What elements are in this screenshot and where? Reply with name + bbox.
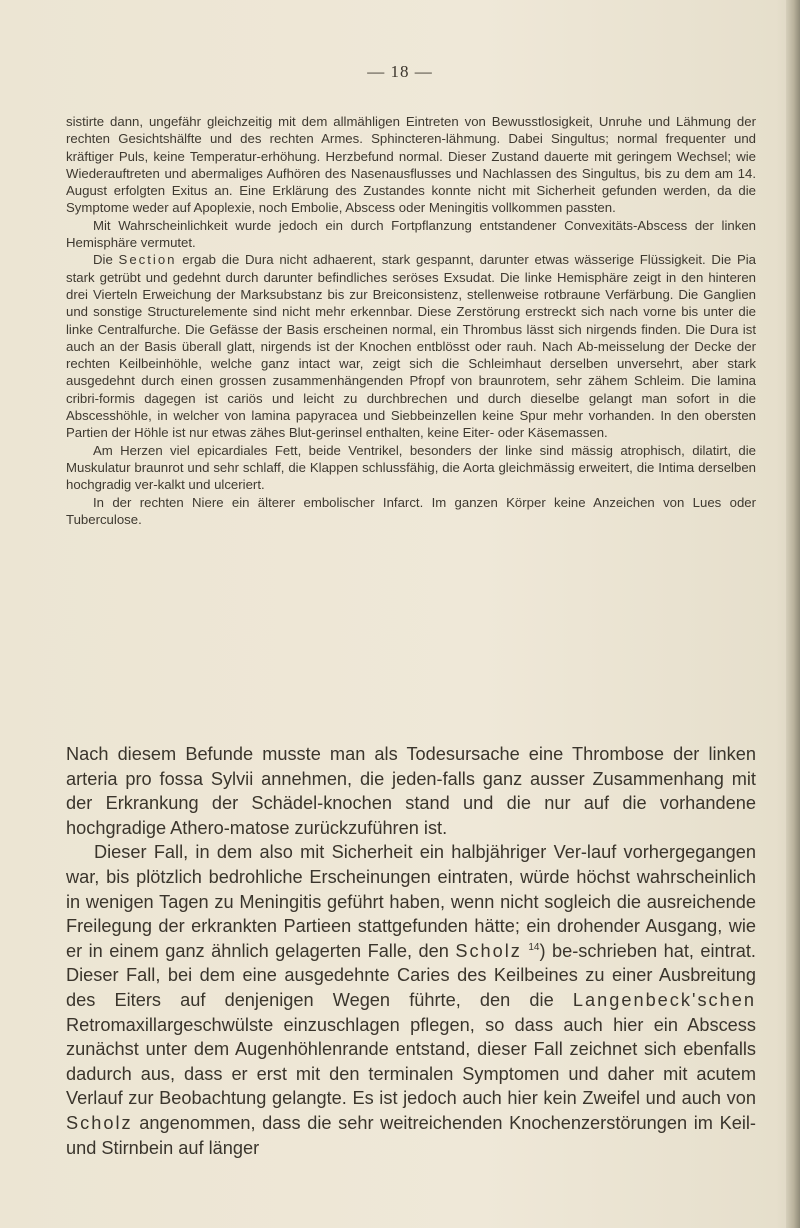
paragraph-cause-of-death: Nach diesem Befunde musste man als Todesursache eine Thrombose der linken arteria pro fossa Sylvii annehmen, die jeden-falls ganz ausser Zusammenhang mit der Erkrankung der Schädel-knochen stand und die nur auf die vorhandene hochgradige Athero-matose zurückzuführen ist. <box>66 744 756 838</box>
page-edge-shadow <box>786 0 800 1228</box>
paragraph-clinical-course: sistirte dann, ungefähr gleichzeitig mit dem allmähligen Eintreten von Bewusstlosigkeit, Unruhe und Lähmung der rechten Gesichtshälfte und des rechten Armes. Sphincteren-lähmung. Dabei Singultus; normal frequenter und kräftiger Puls, keine Temperatur-erhöhung. Herzbefund normal. Dieser Zustand dauerte mit geringem Wechsel; wie Wiederauftreten und abermaliges Aufhören des Nasenausflusses und Nachlassen des Singultus, bis zu dem am 14. August erfolgten Exitus an. Eine Erklärung des Zustandes konnte nicht mit Sicherheit gefunden werden, da die Symptome weder auf Apoplexie, noch Embolie, Abscess oder Meningitis vollkommen passten. <box>66 114 756 216</box>
paragraph-heart-findings: Am Herzen viel epicardiales Fett, beide Ventrikel, besonders der linke sind mässig atrophisch, dilatirt, die Muskulatur braunrot und sehr schlaff, die Klappen schlussfähig, die Aorta gleichmässig erweitert, die Intima derselben hochgradig ver-kalkt und ulceriert. <box>66 442 756 493</box>
author-name-langenbeck: Langenbeck'schen <box>572 989 756 1010</box>
paragraph-case-discussion <box>66 840 756 1160</box>
discussion-text-b: ) be-schrieben hat, eintrat. Dieser Fall, bei dem eine ausgedehnte Caries des Keilbeines zu einer Ausbreitung des Eiters auf denjenigen Wegen führte, den die <box>66 940 756 1010</box>
paragraph-section-findings <box>66 251 756 441</box>
discussion-text-a: Dieser Fall, in dem also mit Sicherheit ein halbjähriger Ver-lauf vorhergegangen war, bis plötzlich bedrohliche Erscheinungen eintraten, würde höchst wahrscheinlich in wenigen Tagen zu Meningitis geführt haben, wenn nicht sogleich die ausreichende Freilegung der erkrankten Partieen stattgefunden hätte; ein drohender Ausgang, wie er in einem ganz ähnlich gelagerten Falle, den <box>66 842 756 961</box>
footnote-reference[interactable]: 14 <box>528 941 540 953</box>
discussion-text-d: angenommen, dass die sehr weitreichenden Knochenzerstörungen im Keil- und Stirnbein auf länger <box>66 1112 756 1158</box>
author-name-scholz-2: Scholz <box>66 1112 133 1133</box>
section-spaced-word: Section <box>118 252 177 268</box>
author-name-scholz: Scholz <box>455 940 522 961</box>
paragraph-kidney-findings: In der rechten Niere ein älterer embolischer Infarct. Im ganzen Körper keine Anzeichen von Lues oder Tuberculose. <box>66 494 756 527</box>
discussion-body-text <box>66 742 756 1160</box>
section-lead-word: Die <box>93 252 113 268</box>
paragraph-diagnosis: Mit Wahrscheinlichkeit wurde jedoch ein durch Fortpflanzung entstandener Convexitäts-Abscess der linken Hemisphäre vermutet. <box>66 217 756 251</box>
page-number: — 18 — <box>367 62 433 81</box>
section-findings-text: ergab die Dura nicht adhaerent, stark gespannt, darunter etwas wässerige Flüssigkeit. Die Pia stark getrübt und gedehnt durch darunter befindliches seröses Exsudat. Die linke Hemisphäre zeigt in den hinteren drei Vierteln Erweichung der Marksubstanz bis zur Breiconsistenz, stellenweise rotbraune Verfärbung. Die Ganglien und sonstige Structurelemente sind nicht mehr erkennbar. Diese Zerstörung erstreckt sich nach vorne bis unter die linke Centralfurche. Die Gefässe der Basis erscheinen normal, ein Thrombus lässt sich nirgends finden. Die Dura ist auch an der Basis überall glatt, nirgends ist der Knochen entblösst oder rauh. Nach Ab-meisselung der Decke der rechten Keilbeinhöhle, welche ganz intact war, zeigt sich die Schleimhaut derselben unversehrt, aber stark ausgedehnt durch einen grossen zusammenhängenden Pfropf von braunrotem, sehr zähem Schleim. Die lamina cribri-formis dagegen ist cariös und leicht zu durchbrechen und durch dieselbe gelangt man sofort in die Abscesshöhle, in welcher von lamina papyracea und Siebbeinzellen keine Spur mehr vorhanden. In den obersten Partien der Höhle ist nur etwas zähes Blut-gerinsel enthalten, keine Eiter- oder Käsemassen. <box>66 252 757 441</box>
discussion-text-c: Retromaxillargeschwülste einzuschlagen pflegen, so dass auch hier ein Abscess zunächst unter dem Augenhöhlenrande entstand, dieser Fall zeichnet sich ebenfalls dadurch aus, dass er erst mit den terminalen Symptomen und daher mit acutem Verlauf zur Beobachtung gelangte. Es ist jedoch auch hier kein Zweifel und auch von <box>66 1014 756 1109</box>
case-report-small-print <box>66 113 756 528</box>
